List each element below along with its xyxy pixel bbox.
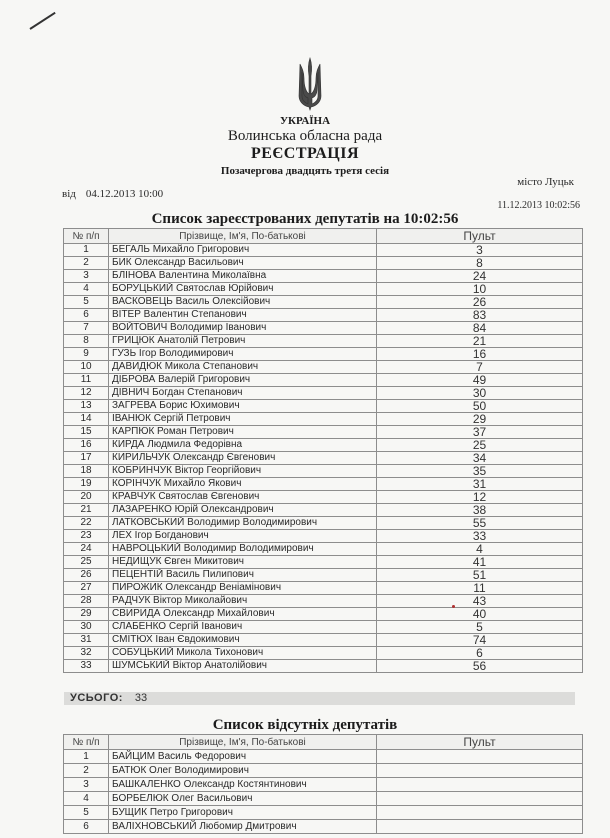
deputy-name: КАРПЮК Роман Петрович	[109, 426, 377, 439]
deputy-name: БОРУЦЬКИЙ Святослав Юрійович	[109, 283, 377, 296]
row-number: 13	[64, 400, 109, 413]
table-row	[64, 478, 583, 491]
table-row	[64, 647, 583, 660]
registered-table	[63, 228, 583, 673]
table-row	[64, 270, 583, 283]
table-row	[64, 387, 583, 400]
deputy-name: СЛАБЕНКО Сергій Іванович	[109, 621, 377, 634]
row-number: 2	[64, 257, 109, 270]
total-row	[64, 692, 575, 705]
pult-number	[377, 820, 583, 834]
table-row	[64, 296, 583, 309]
pult-number: 12	[377, 491, 583, 504]
row-number: 4	[64, 283, 109, 296]
deputy-name: КИРИЛЬЧУК Олександр Євгенович	[109, 452, 377, 465]
deputy-name: БАШКАЛЕНКО Олександр Костянтинович	[109, 778, 377, 792]
table-row	[64, 413, 583, 426]
trident-emblem-icon	[296, 56, 324, 112]
deputy-name: ШУМСЬКИЙ Віктор Анатолійович	[109, 660, 377, 673]
row-number: 4	[64, 792, 109, 806]
total-label: УСЬОГО:	[70, 692, 123, 704]
col-number-header: № п/п	[64, 735, 109, 750]
row-number: 14	[64, 413, 109, 426]
pult-number: 43	[377, 595, 583, 608]
deputy-name: ПИРОЖИК Олександр Веніамінович	[109, 582, 377, 595]
row-number: 8	[64, 335, 109, 348]
row-number: 6	[64, 309, 109, 322]
table-row	[64, 348, 583, 361]
deputy-name: СМІТЮХ Іван Євдокимович	[109, 634, 377, 647]
pult-number: 50	[377, 400, 583, 413]
table-row	[64, 806, 583, 820]
deputy-name: КИРДА Людмила Федорівна	[109, 439, 377, 452]
pult-number: 84	[377, 322, 583, 335]
pult-number: 25	[377, 439, 583, 452]
deputy-name: ІВАНЮК Сергій Петрович	[109, 413, 377, 426]
row-number: 31	[64, 634, 109, 647]
deputy-name: ВАЛІХНОВСЬКИЙ Любомир Дмитрович	[109, 820, 377, 834]
print-timestamp: 11.12.2013 10:02:56	[497, 200, 580, 211]
table-row	[64, 309, 583, 322]
deputy-name: НЕДИЩУК Євген Микитович	[109, 556, 377, 569]
deputy-name: БЕГАЛЬ Михайло Григорович	[109, 244, 377, 257]
deputy-name: БИК Олександр Васильович	[109, 257, 377, 270]
pen-mark	[29, 12, 55, 30]
session-date	[62, 188, 163, 200]
row-number: 1	[64, 750, 109, 764]
pult-number	[377, 778, 583, 792]
row-number: 32	[64, 647, 109, 660]
pult-number: 31	[377, 478, 583, 491]
pult-number: 56	[377, 660, 583, 673]
pult-number	[377, 792, 583, 806]
deputy-name: ЛАТКОВСЬКИЙ Володимир Володимирович	[109, 517, 377, 530]
pult-number: 11	[377, 582, 583, 595]
row-number: 27	[64, 582, 109, 595]
row-number: 17	[64, 452, 109, 465]
row-number: 18	[64, 465, 109, 478]
deputy-name: СВИРИДА Олександр Михайлович	[109, 608, 377, 621]
table-row	[64, 778, 583, 792]
row-number: 10	[64, 361, 109, 374]
table-row	[64, 400, 583, 413]
pult-number	[377, 764, 583, 778]
row-number: 21	[64, 504, 109, 517]
country-name: УКРАЇНА	[279, 115, 331, 127]
deputy-name: КОБРИНЧУК Віктор Георгійович	[109, 465, 377, 478]
pult-number: 51	[377, 569, 583, 582]
row-number: 7	[64, 322, 109, 335]
document-title: РЕЄСТРАЦІЯ	[250, 145, 360, 162]
pult-number: 34	[377, 452, 583, 465]
row-number: 33	[64, 660, 109, 673]
row-number: 29	[64, 608, 109, 621]
table-row	[64, 335, 583, 348]
row-number: 23	[64, 530, 109, 543]
absent-table	[63, 734, 583, 834]
table-row	[64, 543, 583, 556]
table-row	[64, 750, 583, 764]
row-number: 26	[64, 569, 109, 582]
deputy-name: ДАВИДЮК Микола Степанович	[109, 361, 377, 374]
row-number: 6	[64, 820, 109, 834]
deputy-name: ЗАГРЕВА Борис Юхимович	[109, 400, 377, 413]
pult-number: 33	[377, 530, 583, 543]
table-row	[64, 361, 583, 374]
row-number: 1	[64, 244, 109, 257]
table-row	[64, 530, 583, 543]
table-row	[64, 374, 583, 387]
col-pult-header: Пульт	[377, 735, 583, 750]
table-row	[64, 595, 583, 608]
city: місто Луцьк	[517, 176, 574, 188]
pult-number: 30	[377, 387, 583, 400]
table-row	[64, 764, 583, 778]
table-row	[64, 504, 583, 517]
ink-dot	[452, 605, 455, 608]
deputy-name: КОРІНЧУК Михайло Якович	[109, 478, 377, 491]
row-number: 30	[64, 621, 109, 634]
pult-number: 74	[377, 634, 583, 647]
pult-number: 24	[377, 270, 583, 283]
table-row	[64, 569, 583, 582]
pult-number: 40	[377, 608, 583, 621]
table-row	[64, 608, 583, 621]
row-number: 28	[64, 595, 109, 608]
deputy-name: ДІВНИЧ Богдан Степанович	[109, 387, 377, 400]
total-value: 33	[134, 692, 148, 704]
deputy-name: ВАСКОВЕЦЬ Василь Олексійович	[109, 296, 377, 309]
table-row	[64, 322, 583, 335]
pult-number: 5	[377, 621, 583, 634]
pult-number: 4	[377, 543, 583, 556]
row-number: 24	[64, 543, 109, 556]
pult-number: 8	[377, 257, 583, 270]
pult-number: 38	[377, 504, 583, 517]
row-number: 5	[64, 806, 109, 820]
pult-number: 7	[377, 361, 583, 374]
absent-list-title: Список відсутніх депутатів	[212, 717, 398, 733]
pult-number: 35	[377, 465, 583, 478]
col-name-header: Прізвище, Ім'я, По-батькові	[109, 735, 377, 750]
col-name-header: Прізвище, Ім'я, По-батькові	[109, 229, 377, 244]
registered-list-title: Список зареєстрованих депутатів на 10:02:56	[151, 211, 459, 227]
table-row	[64, 452, 583, 465]
table-row	[64, 556, 583, 569]
table-row	[64, 439, 583, 452]
table-row	[64, 621, 583, 634]
table-header-row	[64, 735, 583, 750]
deputy-name: БАЙЦИМ Василь Федорович	[109, 750, 377, 764]
table-row	[64, 792, 583, 806]
deputy-name: ГУЗЬ Ігор Володимирович	[109, 348, 377, 361]
table-row	[64, 582, 583, 595]
session-name: Позачергова двадцять третя сесія	[220, 165, 390, 177]
pult-number: 49	[377, 374, 583, 387]
deputy-name: НАВРОЦЬКИЙ Володимир Володимирович	[109, 543, 377, 556]
row-number: 16	[64, 439, 109, 452]
table-header-row	[64, 229, 583, 244]
pult-number: 26	[377, 296, 583, 309]
deputy-name: КРАВЧУК Святослав Євгенович	[109, 491, 377, 504]
deputy-name: РАДЧУК Віктор Миколайович	[109, 595, 377, 608]
pult-number: 6	[377, 647, 583, 660]
table-row	[64, 634, 583, 647]
pult-number: 16	[377, 348, 583, 361]
pult-number: 21	[377, 335, 583, 348]
deputy-name: БЛІНОВА Валентина Миколаївна	[109, 270, 377, 283]
table-row	[64, 491, 583, 504]
deputy-name: БУЩИК Петро Григорович	[109, 806, 377, 820]
row-number: 15	[64, 426, 109, 439]
pult-number: 10	[377, 283, 583, 296]
table-row	[64, 257, 583, 270]
row-number: 20	[64, 491, 109, 504]
table-row	[64, 426, 583, 439]
row-number: 3	[64, 270, 109, 283]
row-number: 22	[64, 517, 109, 530]
table-row	[64, 283, 583, 296]
row-number: 19	[64, 478, 109, 491]
table-row	[64, 820, 583, 834]
pult-number: 83	[377, 309, 583, 322]
pult-number: 37	[377, 426, 583, 439]
table-row	[64, 517, 583, 530]
col-pult-header: Пульт	[377, 229, 583, 244]
table-row	[64, 660, 583, 673]
deputy-name: БАТЮК Олег Володимирович	[109, 764, 377, 778]
row-number: 25	[64, 556, 109, 569]
row-number: 5	[64, 296, 109, 309]
deputy-name: ВОЙТОВИЧ Володимир Іванович	[109, 322, 377, 335]
deputy-name: СОБУЦЬКИЙ Микола Тихонович	[109, 647, 377, 660]
row-number: 12	[64, 387, 109, 400]
col-number-header: № п/п	[64, 229, 109, 244]
table-row	[64, 244, 583, 257]
deputy-name: ДІБРОВА Валерій Григорович	[109, 374, 377, 387]
deputy-name: БОРБЕЛЮК Олег Васильович	[109, 792, 377, 806]
pult-number	[377, 750, 583, 764]
pult-number: 29	[377, 413, 583, 426]
deputy-name: ВІТЕР Валентин Степанович	[109, 309, 377, 322]
pult-number: 3	[377, 244, 583, 257]
session-date-value: 04.12.2013 10:00	[85, 188, 164, 200]
deputy-name: ПЕЦЕНТІЙ Василь Пилипович	[109, 569, 377, 582]
session-date-label: від	[62, 188, 76, 200]
deputy-name: ЛЕХ Ігор Богданович	[109, 530, 377, 543]
row-number: 9	[64, 348, 109, 361]
council-name: Волинська обласна рада	[227, 128, 383, 144]
pult-number: 41	[377, 556, 583, 569]
deputy-name: ЛАЗАРЕНКО Юрій Олександрович	[109, 504, 377, 517]
pult-number: 55	[377, 517, 583, 530]
table-row	[64, 465, 583, 478]
deputy-name: ГРИЦЮК Анатолій Петрович	[109, 335, 377, 348]
row-number: 2	[64, 764, 109, 778]
row-number: 3	[64, 778, 109, 792]
row-number: 11	[64, 374, 109, 387]
pult-number	[377, 806, 583, 820]
